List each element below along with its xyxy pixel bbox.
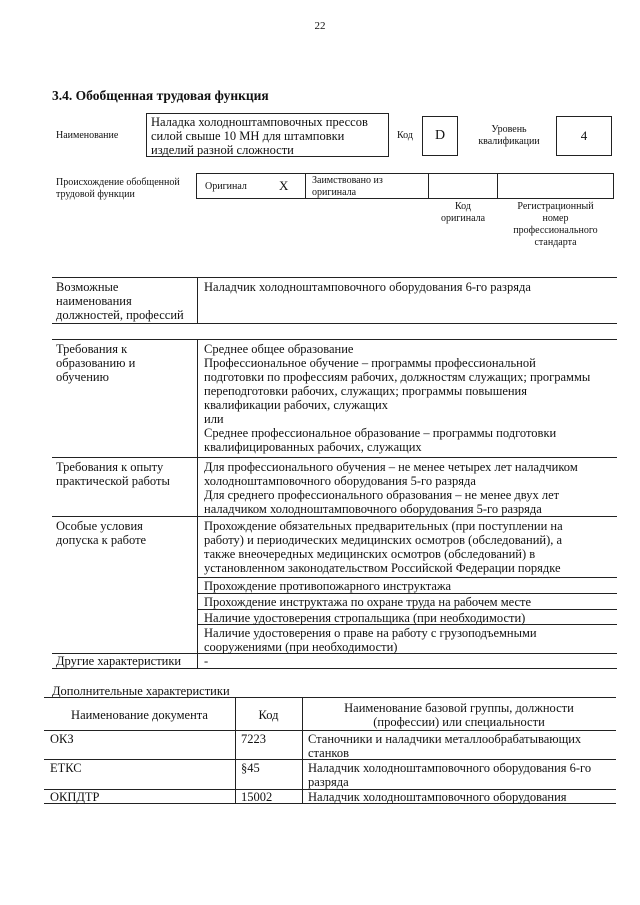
special-item-safety: Прохождение инструктажа по охране труда на рабочем месте: [204, 595, 532, 609]
requirements-table: [52, 339, 617, 669]
header-name: Наименование базовой группы, должности (профессии) или специальности: [344, 701, 574, 729]
experience-label: Требования к опыту практической работы: [56, 460, 170, 488]
possible-names-value: Наладчик холодноштамповочного оборудования 6-го разряда: [204, 280, 531, 294]
possible-names-table: [52, 277, 617, 324]
code-label: Код: [397, 130, 413, 141]
experience-value: Для профессионального обучения – не менее четырех лет наладчиком холодноштамповочного оборудования 5-го разряда Для среднего профессионального образования – не менее двух лет наладчиком холодноштамповочного оборудования 5-го разряда: [204, 460, 578, 516]
section-title: 3.4. Обобщенная трудовая функция: [52, 88, 269, 103]
page-number: 22: [314, 20, 326, 32]
special-label: Особые условия допуска к работе: [56, 519, 147, 547]
additional-title: Дополнительные характеристики: [52, 684, 230, 698]
table-row-name: Станочники и наладчики металлообрабатывающих станков: [308, 732, 582, 760]
table-row-code: 7223: [241, 732, 266, 746]
table-row-name: Наладчик холодноштамповочного оборудования: [308, 790, 567, 804]
reg-number-cell: [497, 173, 614, 199]
code-original-cell: [428, 173, 498, 199]
original-label: Оригинал: [205, 181, 247, 192]
original-cell: [196, 173, 306, 199]
other-value: -: [204, 654, 209, 668]
table-row-doc: ЕТКС: [50, 761, 82, 775]
table-row-name: Наладчик холодноштамповочного оборудования 6-го разряда: [308, 761, 592, 789]
name-label: Наименование: [56, 130, 119, 141]
table-row-doc: ОКПДТР: [50, 790, 100, 804]
borrowed-cell: Заимствовано из оригинала: [305, 173, 429, 199]
special-item-slinger: Наличие удостоверения стропальщика (при необходимости): [204, 611, 526, 625]
other-label: Другие характеристики: [56, 654, 182, 668]
table-row-doc: ОКЗ: [50, 732, 74, 746]
code-value: D: [422, 116, 458, 156]
special-item-lifting: Наличие удостоверения о праве на работу с грузоподъемными сооружениями (при необходимости): [204, 626, 537, 654]
table-row-code: 15002: [241, 790, 273, 804]
code-original-caption: Код оригинала: [440, 201, 486, 224]
level-value: 4: [556, 116, 612, 156]
table-row-code: §45: [241, 761, 260, 775]
additional-table: [44, 697, 616, 804]
education-value: Среднее общее образование Профессиональное обучение – программы профессиональной подготовки по профессиям рабочих, должностям служащих; программы переподготовки рабочих, служащих; программы повышения квалификации рабочих, служащих или Среднее профессиональное образование – программы подготовки квалифицированных рабочих, служащих: [204, 342, 591, 454]
level-label: Уровень квалификации: [478, 124, 540, 147]
possible-names-label: Возможные наименования должностей, профессий: [56, 280, 184, 322]
education-label: Требования к образованию и обучению: [56, 342, 136, 384]
header-code: Код: [258, 708, 279, 722]
reg-number-caption: Регистрационный номер профессионального стандарта: [513, 201, 598, 248]
special-item-medical: Прохождение обязательных предварительных (при поступлении на работу) и периодических медицинских осмотров (обследований), а также внеочередных медицинских осмотров (обследований) в установленном законодательством Российской Федерации порядке: [204, 519, 563, 575]
name-value: Наладка холодноштамповочных прессов силой свыше 10 МН для штамповки изделий разной сложности: [146, 113, 389, 157]
special-item-fire: Прохождение противопожарного инструктажа: [204, 579, 452, 593]
header-doc: Наименование документа: [71, 708, 208, 722]
origin-label: Происхождение обобщенной трудовой функции: [56, 177, 180, 200]
original-mark: X: [279, 178, 289, 193]
